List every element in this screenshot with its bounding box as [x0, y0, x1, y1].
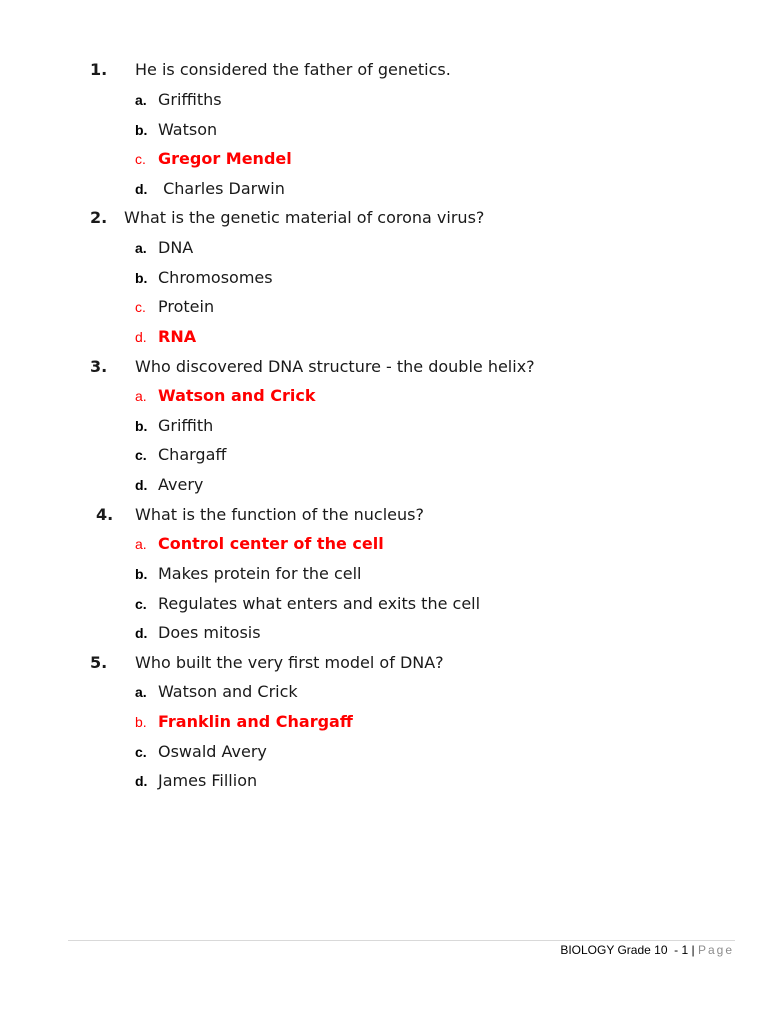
q2-option-d-text: RNA — [158, 327, 197, 346]
q3-option-a-text: Watson and Crick — [158, 386, 316, 405]
q1-option-c-text: Gregor Mendel — [158, 149, 292, 168]
question-1-number: 1. — [90, 60, 108, 79]
q4-option-a-text: Control center of the cell — [158, 534, 384, 553]
q5-option-b-text: Franklin and Chargaff — [158, 712, 353, 731]
q4-option-b-letter: b. — [135, 566, 148, 582]
q3-option-a-letter: a. — [135, 388, 147, 404]
q5-option-d-letter: d. — [135, 773, 148, 789]
q4-option-d-text: Does mitosis — [158, 623, 261, 642]
q3-option-c-text: Chargaff — [158, 445, 227, 464]
q5-option-a-text: Watson and Crick — [158, 682, 298, 701]
q1-option-b-letter: b. — [135, 122, 148, 138]
question-4-number: 4. — [96, 505, 114, 524]
q3-option-d-text: Avery — [158, 475, 204, 494]
q5-option-c-letter: c. — [135, 744, 147, 760]
q2-option-d-letter: d. — [135, 329, 147, 345]
q4-option-a-letter: a. — [135, 536, 147, 552]
q1-option-d-letter: d. — [135, 181, 148, 197]
q2-option-c-text: Protein — [158, 297, 215, 316]
q4-option-c-text: Regulates what enters and exits the cell — [158, 594, 481, 613]
q3-option-d-letter: d. — [135, 477, 148, 493]
q2-option-b-letter: b. — [135, 270, 148, 286]
q5-option-a-letter: a. — [135, 684, 147, 700]
q1-option-d-text: Charles Darwin — [158, 179, 285, 198]
question-3-number: 3. — [90, 357, 108, 376]
question-2-text: What is the genetic material of corona virus? — [124, 208, 485, 227]
question-1-text: He is considered the father of genetics. — [135, 60, 451, 79]
q3-option-c-letter: c. — [135, 447, 147, 463]
q1-option-b-text: Watson — [158, 120, 218, 139]
q5-option-b-letter: b. — [135, 714, 147, 730]
q3-option-b-text: Griffith — [158, 416, 214, 435]
q2-option-c-letter: c. — [135, 299, 146, 315]
q4-option-b-text: Makes protein for the cell — [158, 564, 362, 583]
q1-option-c-letter: c. — [135, 151, 146, 167]
q5-option-d-text: James Fillion — [158, 771, 258, 790]
q2-option-b-text: Chromosomes — [158, 268, 273, 287]
q2-option-a-letter: a. — [135, 240, 147, 256]
q3-option-b-letter: b. — [135, 418, 148, 434]
question-3-text: Who discovered DNA structure - the double helix? — [135, 357, 535, 376]
q2-option-a-text: DNA — [158, 238, 194, 257]
page-footer — [560, 943, 734, 957]
q4-option-c-letter: c. — [135, 596, 147, 612]
q5-option-c-text: Oswald Avery — [158, 742, 267, 761]
footer-divider — [68, 940, 735, 941]
footer-page-word: Page — [697, 943, 734, 957]
footer-label: BIOLOGY Grade 10 - 1 | — [560, 943, 695, 957]
q4-option-d-letter: d. — [135, 625, 148, 641]
question-5-number: 5. — [90, 653, 108, 672]
q1-option-a-text: Griffiths — [158, 90, 222, 109]
question-4-text: What is the function of the nucleus? — [135, 505, 424, 524]
q1-option-a-letter: a. — [135, 92, 147, 108]
question-5-text: Who built the very first model of DNA? — [135, 653, 444, 672]
question-2-number: 2. — [90, 208, 108, 227]
